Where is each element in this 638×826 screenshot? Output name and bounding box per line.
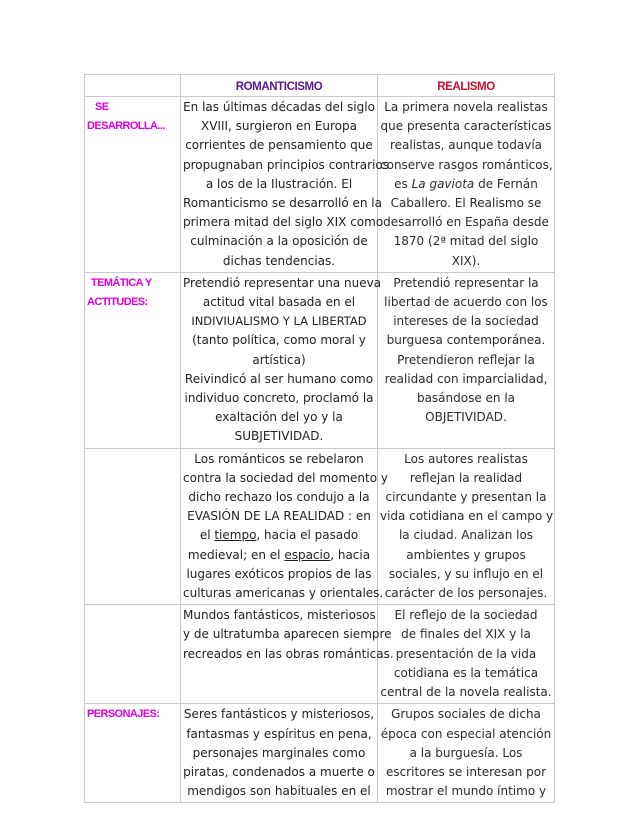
romanticismo-cell xyxy=(181,448,388,605)
text-line: Pretendió representar la xyxy=(393,275,539,290)
text-line-espacio: medieval; en el espacio, hacia xyxy=(187,547,371,562)
text-line: exaltación del yo y la xyxy=(215,410,343,425)
label-line: PERSONAJES: xyxy=(87,708,160,721)
realismo-cell xyxy=(378,97,555,273)
text-line: Los románticos se rebelaron xyxy=(194,451,364,466)
text-line: primera mitad del siglo XIX como xyxy=(183,215,384,230)
text-line: Pretendieron reflejar la xyxy=(397,352,535,367)
row-desarrolla xyxy=(85,97,555,273)
text-line: individuo concreto, proclamó la xyxy=(184,391,374,406)
text-line: Mundos fantásticos, misteriosos xyxy=(183,608,376,623)
text-line: Reivindicó al ser humano como xyxy=(184,371,374,386)
text-line: ambientes y grupos xyxy=(406,547,526,562)
comparison-table xyxy=(84,74,555,803)
text-line: EVASIÓN DE LA REALIDAD : en xyxy=(187,509,371,524)
label-line: DESARROLLA... xyxy=(87,120,165,132)
text-line: mendigos son habituales en el xyxy=(187,784,371,799)
romanticismo-cell xyxy=(181,704,378,803)
realismo-cell xyxy=(378,605,555,704)
text-line: vida cotidiana en el campo y xyxy=(380,509,554,524)
romanticismo-cell xyxy=(181,605,394,704)
text-line: cotidiana es la temática xyxy=(393,665,539,680)
underlined-word: tiempo xyxy=(214,528,257,543)
text-line: piratas, condenados a muerte o xyxy=(183,764,375,779)
text-line: Caballero. El Realismo se xyxy=(390,196,542,211)
text-line: XIX). xyxy=(451,253,481,268)
row-label xyxy=(85,704,181,803)
text-line: Los autores realistas xyxy=(404,451,528,466)
text-line: que presenta características xyxy=(380,119,552,134)
text-line: propugnaban principios contrarios xyxy=(183,157,389,172)
row-mundos xyxy=(85,605,555,704)
text-line: mostrar el mundo íntimo y xyxy=(385,784,547,799)
text-line: actitud vital basada en el xyxy=(202,295,356,310)
text-line: y de ultratumba aparecen siempre xyxy=(183,627,392,642)
text-line: sociales, y su influjo en el xyxy=(388,566,544,581)
text-line: XVIII, surgieron en Europa xyxy=(201,119,357,134)
romanticismo-cell xyxy=(181,97,389,273)
header-realismo: REALISMO xyxy=(378,75,555,97)
text-line: dichas tendencias. xyxy=(222,253,336,268)
label-line: SE xyxy=(95,101,109,113)
text-line: central de la novela realista. xyxy=(380,685,552,700)
text-line: burguesa contemporánea. xyxy=(386,333,546,348)
text-line: a los de la Ilustración. El xyxy=(205,176,353,191)
text-line: la ciudad. Analizan los xyxy=(398,528,534,543)
text-line: libertad de acuerdo con los xyxy=(384,295,548,310)
row-tematica xyxy=(85,272,555,448)
text-line: INDIVIUALISMO Y LA LIBERTAD xyxy=(191,314,367,329)
row-label-empty xyxy=(85,605,181,704)
label-line: ACTITUDES: xyxy=(87,295,148,308)
header-romanticismo: ROMANTICISMO xyxy=(181,75,378,97)
text-line: lugares exóticos propios de las xyxy=(186,566,372,581)
text-line: Grupos sociales de dicha xyxy=(391,707,541,722)
row-label xyxy=(85,97,181,273)
text-line: dicho rechazo los condujo a la xyxy=(188,490,370,505)
underlined-word: espacio xyxy=(284,547,331,562)
text-line: realidad con imparcialidad, xyxy=(384,371,548,386)
row-label-empty xyxy=(85,448,181,605)
book-title: La gaviota xyxy=(411,176,475,191)
text-line: Pretendió representar una nueva xyxy=(183,275,382,290)
text-line: escritores se interesan por xyxy=(385,764,547,779)
text-line: culminación a la oposición de xyxy=(190,234,368,249)
text-line: corrientes de pensamiento que xyxy=(185,138,373,153)
text-line: presentación de la vida xyxy=(395,646,537,661)
text-line: a la burguesía. Los xyxy=(409,745,523,760)
text-line: Romanticismo se desarrolló en la xyxy=(183,196,382,211)
row-personajes xyxy=(85,704,555,803)
text-line: SUBJETIVIDAD. xyxy=(234,429,324,444)
text-line: OBJETIVIDAD. xyxy=(425,410,507,425)
text-line: recreados en las obras románticas. xyxy=(183,646,394,661)
text-line-with-title: es La gaviota de Fernán xyxy=(394,176,538,191)
text-line: 1870 (2ª mitad del siglo xyxy=(393,234,539,249)
text-line: En las últimas décadas del siglo xyxy=(183,100,375,114)
text-line: reflejan la realidad xyxy=(409,470,523,485)
text-line: conserve rasgos románticos, xyxy=(380,157,553,172)
header-empty-cell xyxy=(85,75,181,97)
text-line: La primera novela realistas xyxy=(384,100,548,114)
realismo-cell xyxy=(378,272,555,448)
realismo-cell xyxy=(378,704,555,803)
romanticismo-cell xyxy=(181,272,382,448)
text-line: personajes marginales como xyxy=(192,745,366,760)
row-label xyxy=(85,272,181,448)
realismo-cell xyxy=(378,448,555,605)
text-line: carácter de los personajes. xyxy=(384,586,548,601)
header-row xyxy=(85,75,555,97)
text-line: (tanto política, como moral y xyxy=(192,333,366,348)
text-line: intereses de la sociedad xyxy=(393,314,539,329)
text-line: El reflejo de la sociedad xyxy=(394,608,538,623)
text-line: contra la sociedad del momento y xyxy=(183,470,388,485)
row-evasion xyxy=(85,448,555,605)
text-line: circundante y presentan la xyxy=(385,490,547,505)
text-line: basándose en la xyxy=(416,391,516,406)
text-line: fantasmas y espíritus en pena, xyxy=(186,726,372,741)
label-line: TEMÁTICA Y xyxy=(91,276,152,289)
text-line: desarrolló en España desde xyxy=(383,215,549,230)
text-line: culturas americanas y orientales. xyxy=(183,586,384,601)
text-line: época con especial atención xyxy=(380,726,552,741)
text-line: de finales del XIX y la xyxy=(401,627,531,642)
text-line: realistas, aunque todavía xyxy=(389,138,543,153)
text-line: artística) xyxy=(252,352,306,367)
text-line: Seres fantásticos y misteriosos, xyxy=(183,707,375,722)
text-line-tiempo: el tiempo, hacia el pasado xyxy=(199,528,359,543)
